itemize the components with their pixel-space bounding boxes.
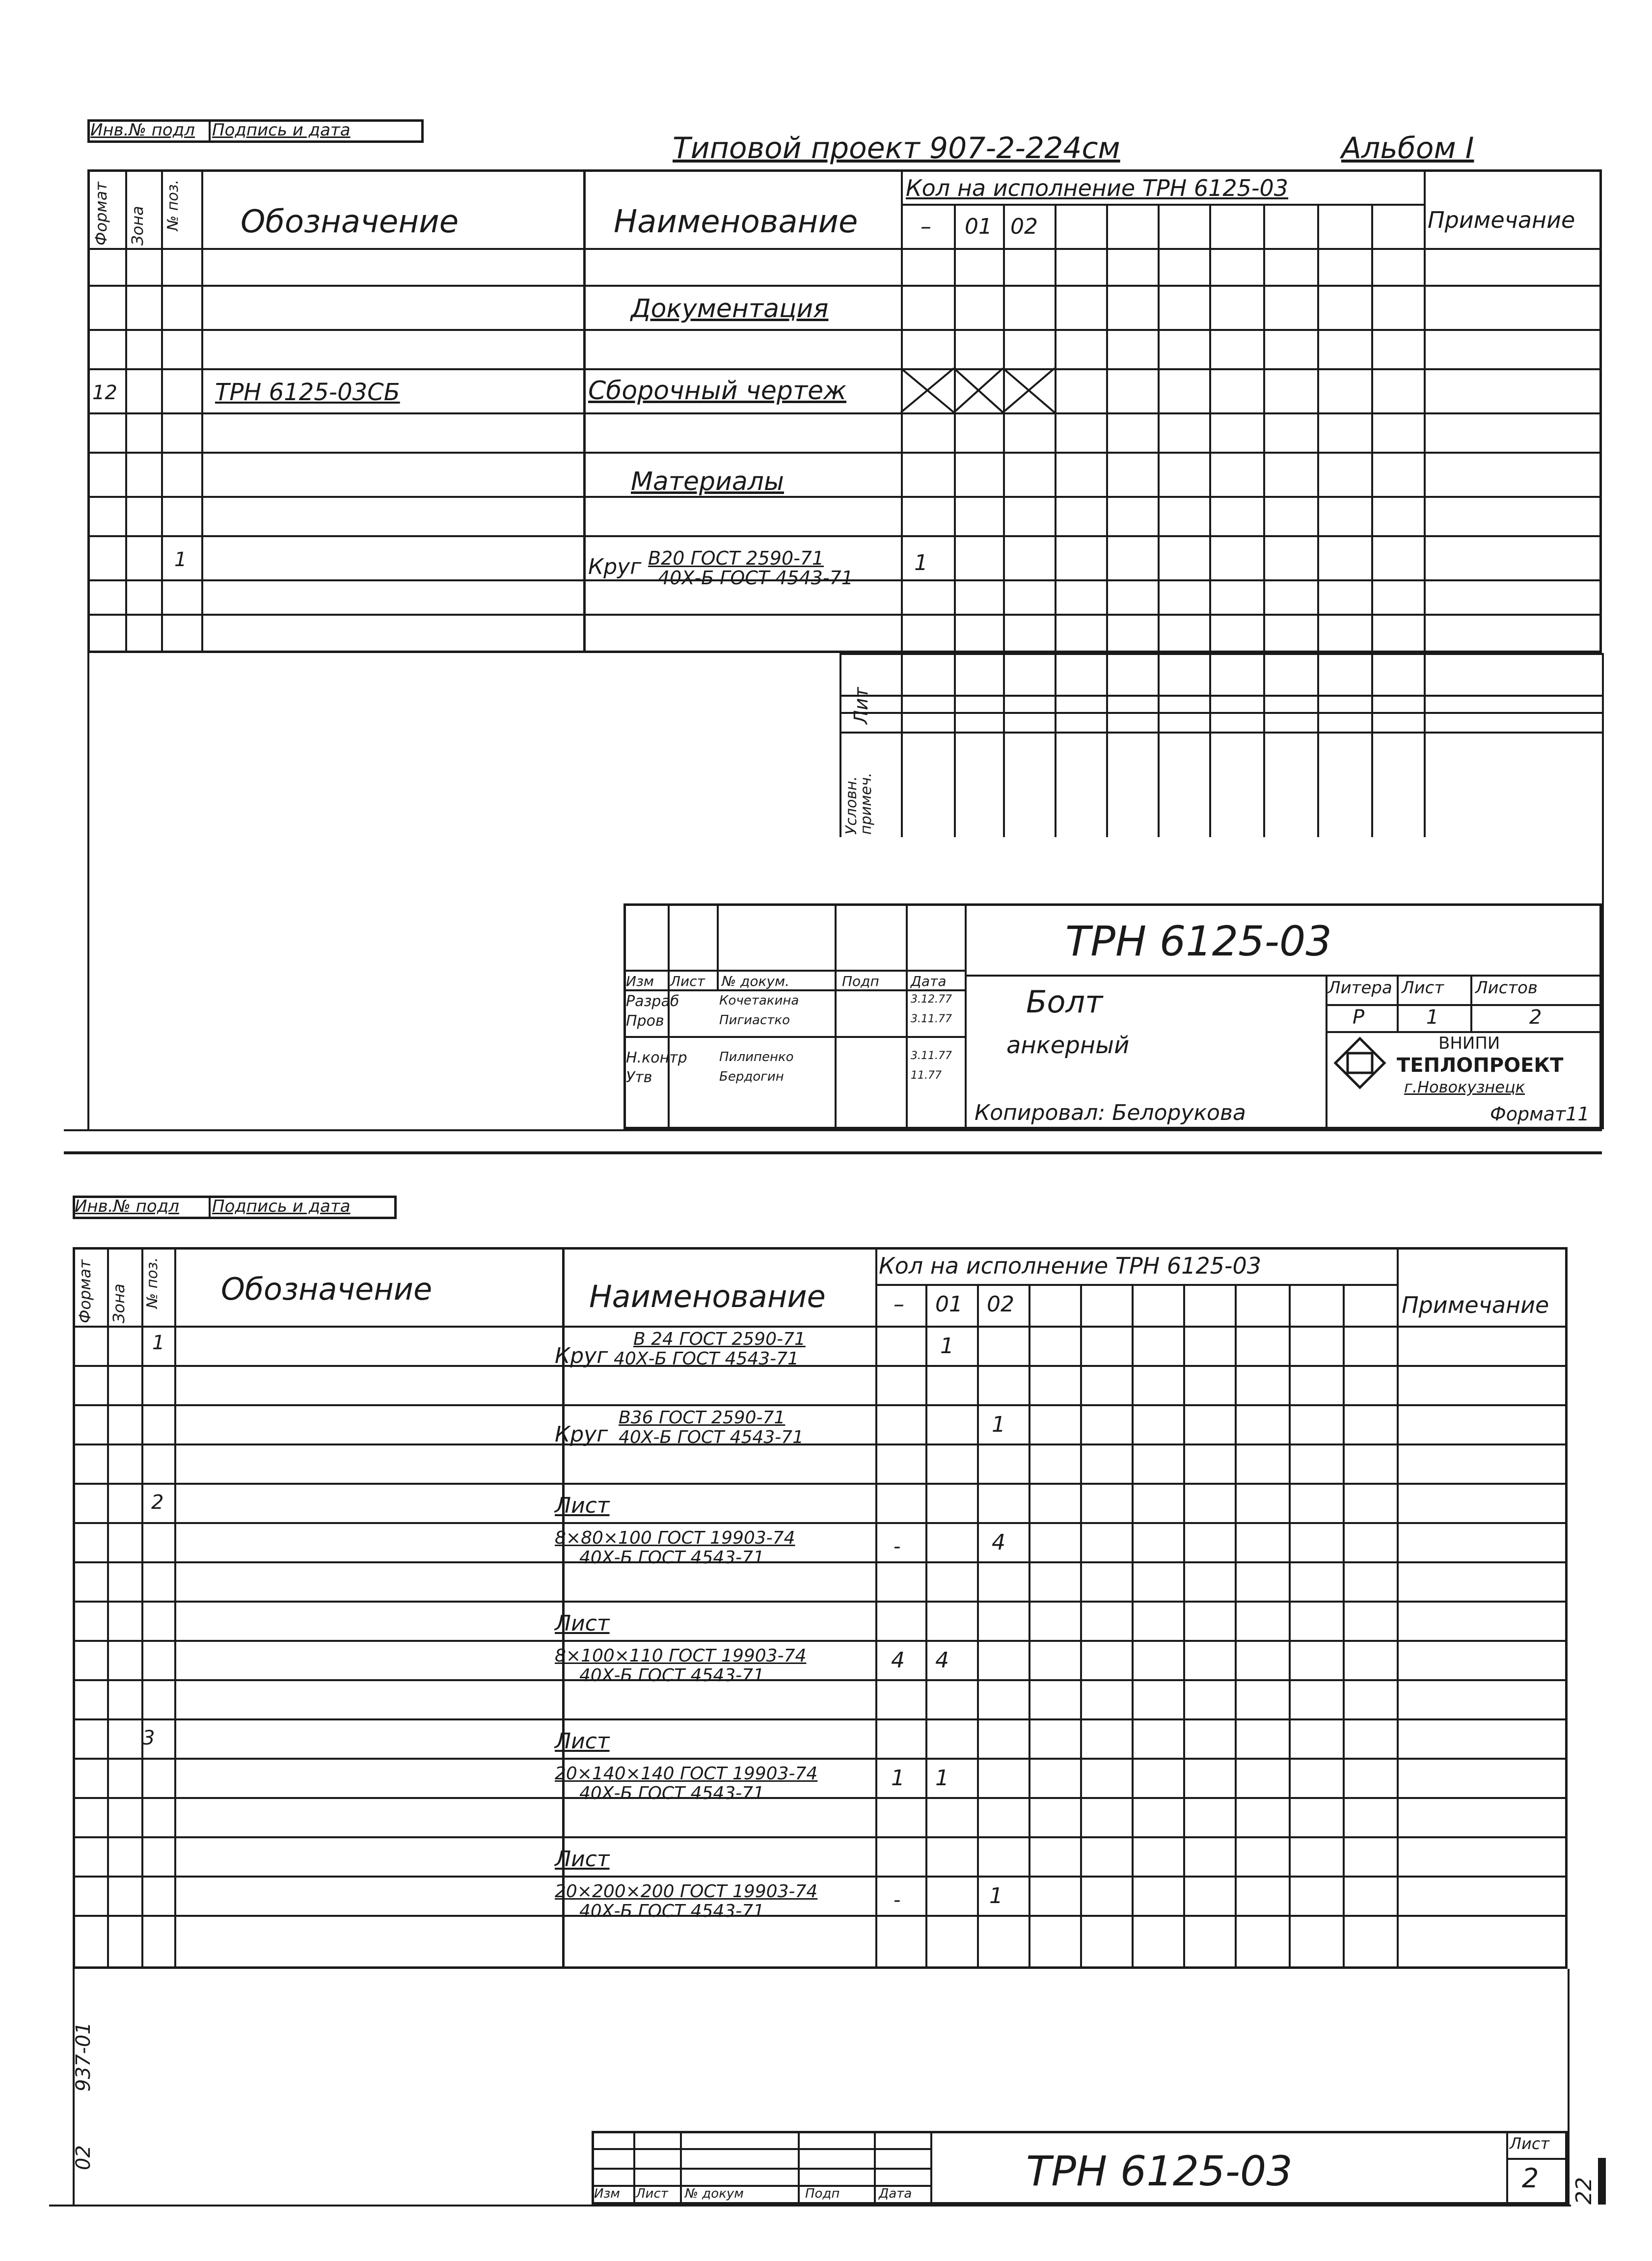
sheet2-header: Лист <box>1510 2134 1550 2153</box>
row2-pos-2: 2 <box>151 1491 164 1514</box>
list4-line-1: 20×200×200 ГОСТ 19903-74 <box>555 1881 818 1902</box>
material-line-2: 40Х-Б ГОСТ 4543-71 <box>658 567 853 589</box>
project-title: Типовой проект 907-2-224см <box>673 131 1120 165</box>
list1-line-1: 8×80×100 ГОСТ 19903-74 <box>555 1528 795 1548</box>
krug1-line-2: 40Х-Б ГОСТ 4543-71 <box>614 1349 799 1369</box>
hdr-variant-1: 01 <box>965 214 992 239</box>
hdr2-format: Формат <box>76 1259 94 1323</box>
hdr-zone: Зона <box>128 206 147 245</box>
assembly-name: Сборочный чертеж <box>588 376 846 406</box>
org-line-1: ВНИПИ <box>1438 1034 1500 1053</box>
side-code: 937-01 <box>72 2022 95 2092</box>
krug2-line-1: В36 ГОСТ 2590-71 <box>619 1408 785 1428</box>
list3-line-1: 20×140×140 ГОСТ 19903-74 <box>555 1764 818 1784</box>
list2-line-2: 40Х-Б ГОСТ 4543-71 <box>579 1665 764 1686</box>
stamp-inv-label: Инв.№ подл <box>90 120 195 140</box>
list2-line-1: 8×100×110 ГОСТ 19903-74 <box>555 1646 807 1666</box>
stamp2-inv-label: Инв.№ подл <box>75 1197 179 1216</box>
hdr-name: Наименование <box>614 204 858 240</box>
title-code: ТРН 6125-03 <box>1065 917 1332 965</box>
krug1-label: Круг <box>555 1343 608 1368</box>
hdr2-variant-0: – <box>894 1292 904 1317</box>
list2-qty-01: 4 <box>935 1648 949 1673</box>
lit-header: Литера <box>1328 978 1392 998</box>
rev2-h-date: Дата <box>879 2186 912 2201</box>
copied-by: Копировал: Белорукова <box>975 1100 1246 1125</box>
row-pos-1: 1 <box>174 548 187 571</box>
list3-qty-01: 1 <box>935 1766 949 1791</box>
rev-h-date: Дата <box>911 973 947 989</box>
sheets-header: Листов <box>1475 978 1538 998</box>
list4-line-2: 40Х-Б ГОСТ 4543-71 <box>579 1901 764 1921</box>
hdr-variant-2: 02 <box>1010 214 1038 239</box>
role-developer: Разраб <box>626 993 679 1010</box>
hdr2-variant-1: 01 <box>935 1292 963 1317</box>
format-label: Формат11 <box>1490 1103 1590 1125</box>
hdr-designation: Обозначение <box>241 204 459 240</box>
section-materials: Материалы <box>631 467 784 496</box>
name-normcontrol: Пилипенко <box>719 1050 794 1064</box>
side-number: 02 <box>72 2145 95 2170</box>
org-line-3: г.Новокузнецк <box>1404 1078 1525 1096</box>
hdr-variant-0: – <box>921 214 931 239</box>
list2-qty-dash: 4 <box>891 1648 905 1673</box>
krug1-line-1: В 24 ГОСТ 2590-71 <box>633 1329 806 1349</box>
hdr2-zone: Зона <box>109 1283 128 1323</box>
label-lit: Лит <box>850 687 872 724</box>
product-name-line-1: Болт <box>1026 984 1103 1020</box>
list2-label: Лист <box>555 1611 610 1636</box>
product-name-line-2: анкерный <box>1006 1032 1130 1059</box>
name-approver: Бердогин <box>719 1069 784 1084</box>
list4-label: Лист <box>555 1847 610 1872</box>
role-approver: Утв <box>626 1069 652 1086</box>
hdr-pos: № поз. <box>164 179 182 231</box>
material-name: Круг <box>588 554 642 579</box>
role-normcontrol: Н.контр <box>626 1049 687 1066</box>
rev2-h-doc: № докум <box>685 2186 744 2201</box>
rev2-h-list: Лист <box>636 2186 668 2201</box>
rev2-h-izm: Изм <box>594 2186 620 2201</box>
page-mark: 22 <box>1571 2177 1597 2205</box>
hdr2-name: Наименование <box>589 1279 826 1314</box>
date-approver: 11.77 <box>911 1069 942 1082</box>
list1-qty-dash: - <box>894 1535 901 1558</box>
hdr2-note: Примечание <box>1402 1292 1549 1318</box>
row2-pos-1: 1 <box>152 1332 165 1354</box>
title-code-2: ТРН 6125-03 <box>1026 2147 1293 2195</box>
role-checker: Пров <box>626 1012 664 1030</box>
section-documentation: Документация <box>631 294 829 324</box>
list1-line-2: 40Х-Б ГОСТ 4543-71 <box>579 1548 764 1568</box>
hdr-format: Формат <box>92 182 110 245</box>
list3-line-2: 40Х-Б ГОСТ 4543-71 <box>579 1783 764 1803</box>
date-developer: 3.12.77 <box>911 993 952 1006</box>
list4-qty-dash: - <box>894 1889 901 1911</box>
hdr-qty: Кол на исполнение ТРН 6125-03 <box>906 175 1289 201</box>
rev-h-list: Лист <box>670 973 705 989</box>
list1-qty-02: 4 <box>992 1530 1005 1555</box>
sheet-value: 1 <box>1426 1006 1439 1029</box>
krug2-label: Круг <box>555 1422 608 1447</box>
hdr2-qty: Кол на исполнение ТРН 6125-03 <box>879 1253 1262 1279</box>
sheet-header: Лист <box>1402 978 1444 998</box>
list3-label: Лист <box>555 1729 610 1754</box>
org-line-2: ТЕПЛОПРОЕКТ <box>1397 1054 1564 1077</box>
name-checker: Пигиастко <box>719 1013 790 1028</box>
assembly-designation: ТРН 6125-03СБ <box>215 379 400 406</box>
hdr2-variant-2: 02 <box>987 1292 1014 1317</box>
hdr2-pos: № поз. <box>144 1257 161 1308</box>
row2-pos-3: 3 <box>142 1727 155 1749</box>
spec-table-2-left <box>73 1247 565 1969</box>
krug2-qty-02: 1 <box>992 1412 1005 1437</box>
stamp2-sign-label: Подпись и дата <box>212 1197 351 1216</box>
hdr2-designation: Обозначение <box>221 1271 433 1307</box>
rev2-h-sign: Подп <box>805 2186 840 2201</box>
lit-value: Р <box>1353 1006 1365 1029</box>
date-normcontrol: 3.11.77 <box>911 1050 952 1062</box>
date-checker: 3.11.77 <box>911 1013 952 1025</box>
row-format-12: 12 <box>92 381 117 404</box>
material-qty: 1 <box>914 550 928 575</box>
material-line-1: В20 ГОСТ 2590-71 <box>648 547 824 569</box>
krug1-qty-01: 1 <box>940 1334 954 1359</box>
stamp-sign-label: Подпись и дата <box>212 120 351 140</box>
label-conditional-note: Условн. примеч. <box>843 772 875 835</box>
rev-h-doc: № докум. <box>722 973 790 989</box>
name-developer: Кочетакина <box>719 993 799 1008</box>
hdr-note: Примечание <box>1428 207 1575 233</box>
edge-mark <box>1598 2158 1606 2205</box>
list4-qty-02: 1 <box>989 1883 1003 1908</box>
sheets-value: 2 <box>1529 1006 1542 1029</box>
sheet-divider <box>64 1151 1602 1154</box>
rev-h-izm: Изм <box>626 973 654 989</box>
sheet2-value: 2 <box>1522 2163 1539 2194</box>
list1-label: Лист <box>555 1493 610 1518</box>
album-label: Альбом I <box>1341 131 1474 165</box>
list3-qty-dash: 1 <box>891 1766 905 1791</box>
rev-h-sign: Подп <box>842 973 879 989</box>
krug2-line-2: 40Х-Б ГОСТ 4543-71 <box>619 1427 804 1447</box>
